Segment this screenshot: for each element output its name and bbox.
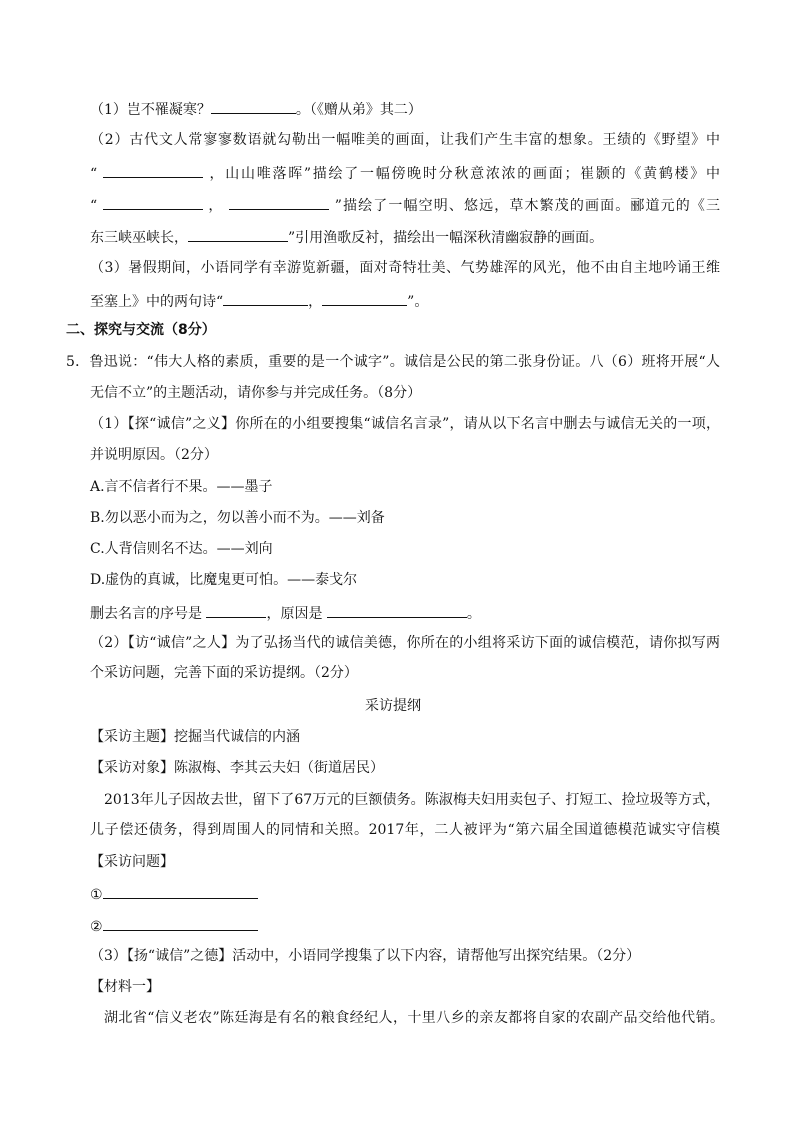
answer-blank[interactable] [103,162,203,178]
text: ”引用渔歌反衬，描绘出一幅深秋清幽寂静的画面。 [288,230,604,246]
text: “ [90,166,98,182]
story-line1: 2013年儿子因故去世，留下了67万元的巨额债务。陈淑梅夫妇用卖包子、打短工、捡垃圾等方式， [104,792,720,808]
option-d: D.虚伪的真诚，比魔鬼更可怕。——泰戈尔 [90,572,358,588]
text: （1）岂不罹凝寒？ [90,102,211,118]
section-heading: 二、探究与交流（8分） [66,322,216,338]
answer-blank[interactable] [223,290,308,306]
text: ，原因是 [266,606,323,622]
question-2 [90,915,720,937]
text: ， [308,294,323,310]
q5-line1: 5．鲁迅说：“伟大人格的素质，重要的是一个诚字”。诚信是公民的第二张身份证。八（6）班将开展“人 [66,354,720,370]
interview-questions-label: 【采访问题】 [90,854,174,870]
interview-topic: 【采访主题】挖掘当代诚信的内涵 [90,729,300,745]
q4-2-line2 [90,162,720,182]
answer-blank[interactable] [103,883,258,899]
q5-1-line1: （1）【探“诚信”之义】你所在的小组要搜集“诚信名言录”，请从以下名言中删去与诚信无关的一项， [90,416,720,432]
outline-title: 采访提纲 [365,698,421,714]
text: ② [90,919,103,935]
delete-answer-line [90,602,720,624]
text: 。（《赠从弟》其二） [295,102,422,118]
text: 东三峡巫峡长， [90,230,188,246]
text: 至塞上》中的两句诗“ [90,294,224,310]
q5-line2: 无信不立”的主题活动，请你参与并完成任务。（8分） [90,385,422,401]
text: ， [208,198,224,214]
q4-3-line2 [90,290,720,312]
q4-2-line4 [90,226,720,248]
answer-blank[interactable] [327,602,467,618]
text: ”描绘了一幅空明、悠远，草木繁茂的画面。郦道元的《三 [334,198,720,214]
answer-blank[interactable] [103,915,258,931]
text: “ [90,198,98,214]
q5-2-line2: 个采访问题，完善下面的采访提纲。（2分） [90,665,358,681]
answer-blank[interactable] [206,602,266,618]
answer-blank[interactable] [322,290,407,306]
text: 删去名言的序号是 [90,606,202,622]
interview-target: 【采访对象】陈淑梅、李其云夫妇（街道居民） [90,760,384,776]
option-a: A.言不信者行不果。——墨子 [90,479,273,495]
q4-2-line3 [90,194,720,214]
answer-blank[interactable] [188,226,288,242]
material-1-label: 【材料一】 [90,979,160,995]
text: ”。 [407,294,429,310]
material-1-text: 湖北省“信义老农”陈廷海是有名的粮食经纪人，十里八乡的亲友都将自家的农副产品交给他代销。 [104,1010,724,1026]
answer-blank[interactable] [229,194,329,210]
story-line2: 儿子偿还债务，得到周围人的同情和关照。2017年，二人被评为“第六届全国道德模范诚实守信模 [90,822,720,838]
q5-1-line2: 并说明原因。（2分） [90,447,218,463]
q5-2-line1: （2）【访“诚信”之人】为了弘扬当代的诚信美德，你所在的小组将采访下面的诚信模范，请你拟写两 [90,635,720,651]
q4-1 [90,98,720,120]
text: ① [90,887,103,903]
q4-3-line1: （3）暑假期间，小语同学有幸游览新疆，面对奇特壮美、气势雄浑的风光，他不由自主地吟诵王维 [90,260,720,276]
option-c: C.人背信则名不达。——刘向 [90,541,273,557]
q5-3: （3）【扬“诚信”之德】活动中，小语同学搜集了以下内容，请帮他写出探究结果。（2分） [90,948,641,964]
q4-2-line1: （2）古代文人常寥寥数语就勾勒出一幅唯美的画面，让我们产生丰富的想象。王绩的《野望》中 [90,132,720,148]
answer-blank[interactable] [211,98,296,114]
answer-blank[interactable] [103,194,203,210]
question-1 [90,883,720,905]
option-b: B.勿以恶小而为之，勿以善小而不为。——刘备 [90,510,385,526]
text: ，山山唯落晖”描绘了一幅傍晚时分秋意浓浓的画面；崔颢的《黄鹤楼》中 [209,166,720,182]
text: 。 [466,606,481,622]
